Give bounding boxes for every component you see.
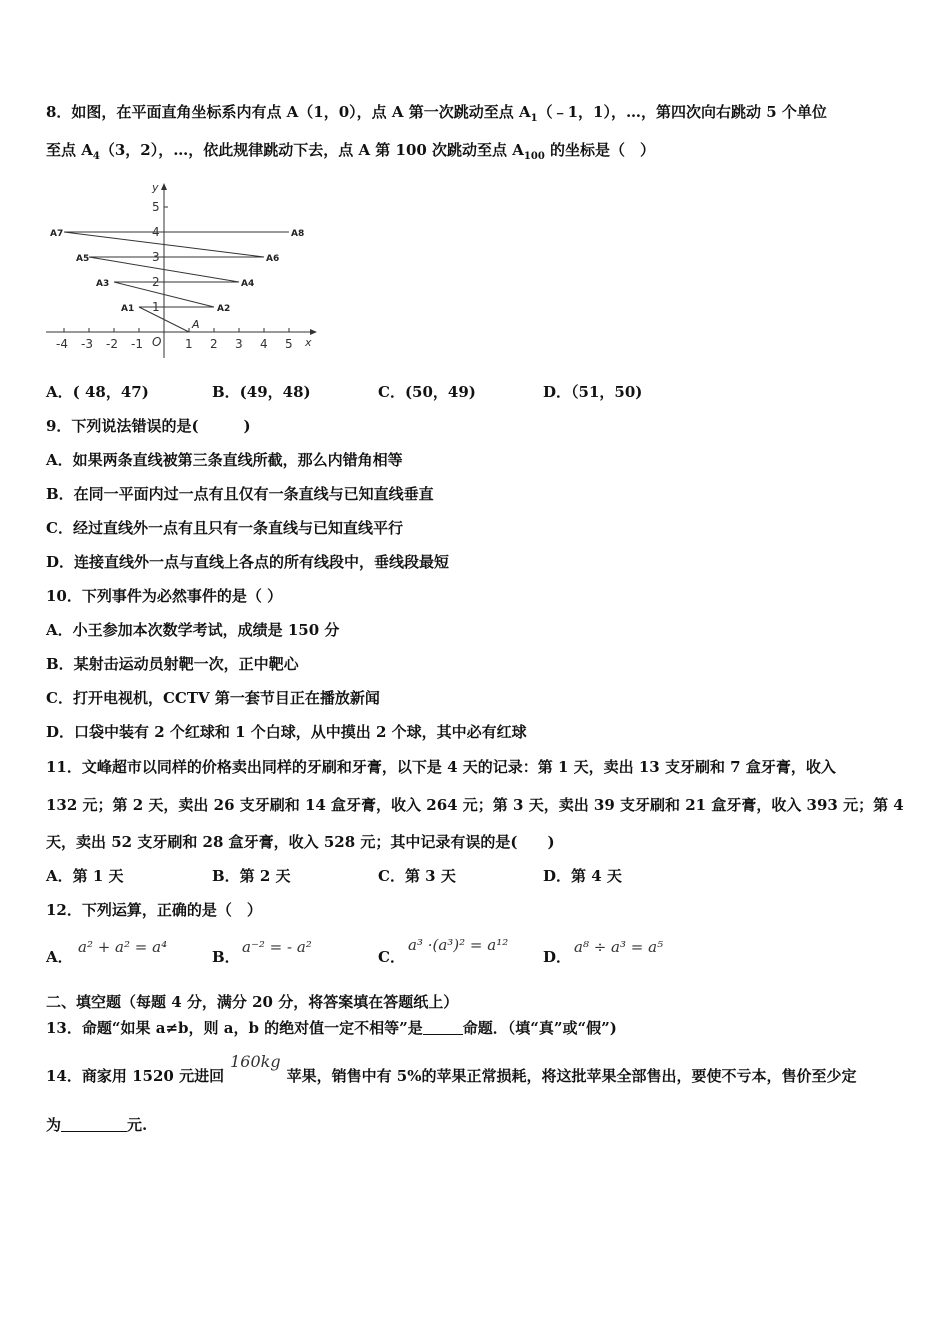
y-axis-arrow: [161, 183, 167, 190]
point-label-a6: A6: [266, 254, 280, 264]
q8-line2-b: （3，2），…，依此规律跳动下去，点 A 第 100 次跳动至点 A: [99, 141, 524, 159]
y-tick-label: 1: [152, 300, 160, 314]
q8-line2-a: 至点 A: [46, 141, 93, 159]
q14-line2: [46, 1115, 147, 1135]
q9-option-a[interactable]: A．如果两条直线被第三条直线所截，那么内错角相等: [46, 451, 403, 469]
q12-option-d-label[interactable]: D．: [543, 948, 572, 966]
q14-text-b: 苹果，销售中有 5%的苹果正常损耗，将这批苹果全部售出，要使不亏本，售价至少定: [286, 1067, 857, 1085]
q8-option-c[interactable]: C．(50，49): [378, 383, 476, 401]
q8-line2: [46, 140, 655, 167]
q11-option-d[interactable]: D．第 4 天: [543, 867, 622, 885]
y-axis-label: y: [152, 181, 159, 194]
q12-option-d-formula: a⁸ ÷ a³ = a⁵: [574, 938, 664, 956]
q10-option-d[interactable]: D．口袋中装有 2 个红球和 1 个白球，从中摸出 2 个球，其中必有红球: [46, 723, 527, 741]
point-label-a: A: [192, 318, 200, 331]
point-label-a4: A4: [241, 279, 255, 289]
q9-option-c[interactable]: C．经过直线外一点有且只有一条直线与已知直线平行: [46, 519, 403, 537]
y-tick-label: 3: [152, 250, 160, 264]
q9-option-d[interactable]: D．连接直线外一点与直线上各点的所有线段中，垂线段最短: [46, 553, 450, 571]
q14-line1: [46, 1052, 857, 1086]
q11-option-c[interactable]: C．第 3 天: [378, 867, 456, 885]
q14-answer-blank[interactable]: [61, 1117, 127, 1132]
q12-option-c-formula: a³ ·(a³)² = a¹²: [408, 936, 509, 954]
q9-option-b[interactable]: B．在同一平面内过一点有且仅有一条直线与已知直线垂直: [46, 485, 434, 503]
q10-option-a[interactable]: A．小王参加本次数学考试，成绩是 150 分: [46, 621, 340, 639]
x-axis-label: x: [305, 336, 312, 349]
x-tick-label: 3: [235, 337, 243, 351]
section2-heading: 二、填空题（每题 4 分，满分 20 分，将答案填在答题纸上）: [46, 993, 459, 1011]
x-tick-label: -4: [56, 337, 68, 351]
q14-formula: 160kg: [230, 1052, 281, 1071]
q14-line2-a: 为: [46, 1116, 62, 1134]
point-label-a1: A1: [121, 304, 135, 314]
q12-option-b-formula: a⁻² = - a²: [242, 938, 312, 956]
x-axis-arrow: [310, 329, 317, 335]
x-tick-label: 4: [260, 337, 268, 351]
q10-option-c[interactable]: C．打开电视机，CCTV 第一套节目正在播放新闻: [46, 689, 380, 707]
q13-text-a: 13．命题“如果 a≠b，则 a，b 的绝对值一定不相等”是: [46, 1019, 423, 1037]
y-tick-label: 5: [152, 200, 160, 214]
q10-stem: 10．下列事件为必然事件的是（ ）: [46, 587, 283, 605]
origin-label: O: [152, 335, 162, 349]
q8-sub-a1: 1: [530, 113, 538, 124]
q11-line2: 132 元；第 2 天，卖出 26 支牙刷和 14 盒牙膏，收入 264 元；第 3 天，卖出 39 支牙刷和 21 盒牙膏，收入 393 元；第 4: [46, 796, 904, 814]
q12-option-a-label[interactable]: A．: [46, 948, 73, 966]
q8-sub-a100: 100: [523, 151, 545, 162]
q10-option-b[interactable]: B．某射击运动员射靶一次，正中靶心: [46, 655, 299, 673]
q13-answer-blank[interactable]: [423, 1020, 463, 1035]
q11-option-b[interactable]: B．第 2 天: [212, 867, 291, 885]
x-tick-label: 2: [210, 337, 218, 351]
x-tick-label: 1: [185, 337, 193, 351]
x-tick-label: 5: [285, 337, 293, 351]
q14-text-a: 14．商家用 1520 元进回: [46, 1067, 225, 1085]
q8-line1: [46, 102, 827, 129]
q8-option-d[interactable]: D．（51，50): [543, 383, 643, 401]
q11-line1: 11．文峰超市以同样的价格卖出同样的牙刷和牙膏，以下是 4 天的记录：第 1 天，卖出 13 支牙刷和 7 盒牙膏，收入: [46, 758, 836, 776]
y-tick-label: 4: [152, 225, 160, 239]
x-tick-label: -1: [131, 337, 143, 351]
q12-stem: 12．下列运算，正确的是（ ）: [46, 901, 262, 919]
q14-line2-b: 元.: [127, 1116, 148, 1134]
q8-line1-text: 8．如图，在平面直角坐标系内有点 A（1，0），点 A 第一次跳动至点 A: [46, 103, 531, 121]
x-tick-label: -3: [81, 337, 93, 351]
x-tick-label: -2: [106, 337, 118, 351]
q11-line3: 天，卖出 52 支牙刷和 28 盒牙膏，收入 528 元；其中记录有误的是( ): [46, 833, 555, 851]
q12-option-b-label[interactable]: B．: [212, 948, 240, 966]
point-label-a3: A3: [96, 279, 110, 289]
q8-line2-c: 的坐标是（ ）: [544, 141, 656, 159]
q13-text-b: 命题．（填“真”或“假”): [462, 1019, 617, 1037]
y-tick-label: 2: [152, 275, 160, 289]
q11-option-a[interactable]: A．第 1 天: [46, 867, 124, 885]
q8-sub-a4: 4: [92, 151, 100, 162]
point-label-a2: A2: [217, 304, 231, 314]
x-tick-marks: [64, 328, 289, 332]
point-label-a7: A7: [50, 229, 64, 239]
q12-option-a-formula: a² + a² = a⁴: [78, 938, 168, 956]
q9-stem: 9．下列说法错误的是( ): [46, 417, 251, 435]
q8-line1-tail: （﹣1，1），…，第四次向右跳动 5 个单位: [537, 103, 827, 121]
q13-text: [46, 1018, 617, 1038]
q8-coordinate-graph: [42, 180, 322, 360]
q8-option-a[interactable]: A．( 48，47): [46, 383, 149, 401]
point-label-a8: A8: [291, 229, 305, 239]
q12-option-c-label[interactable]: C．: [378, 948, 405, 966]
q8-option-b[interactable]: B．(49，48): [212, 383, 311, 401]
point-label-a5: A5: [76, 254, 90, 264]
